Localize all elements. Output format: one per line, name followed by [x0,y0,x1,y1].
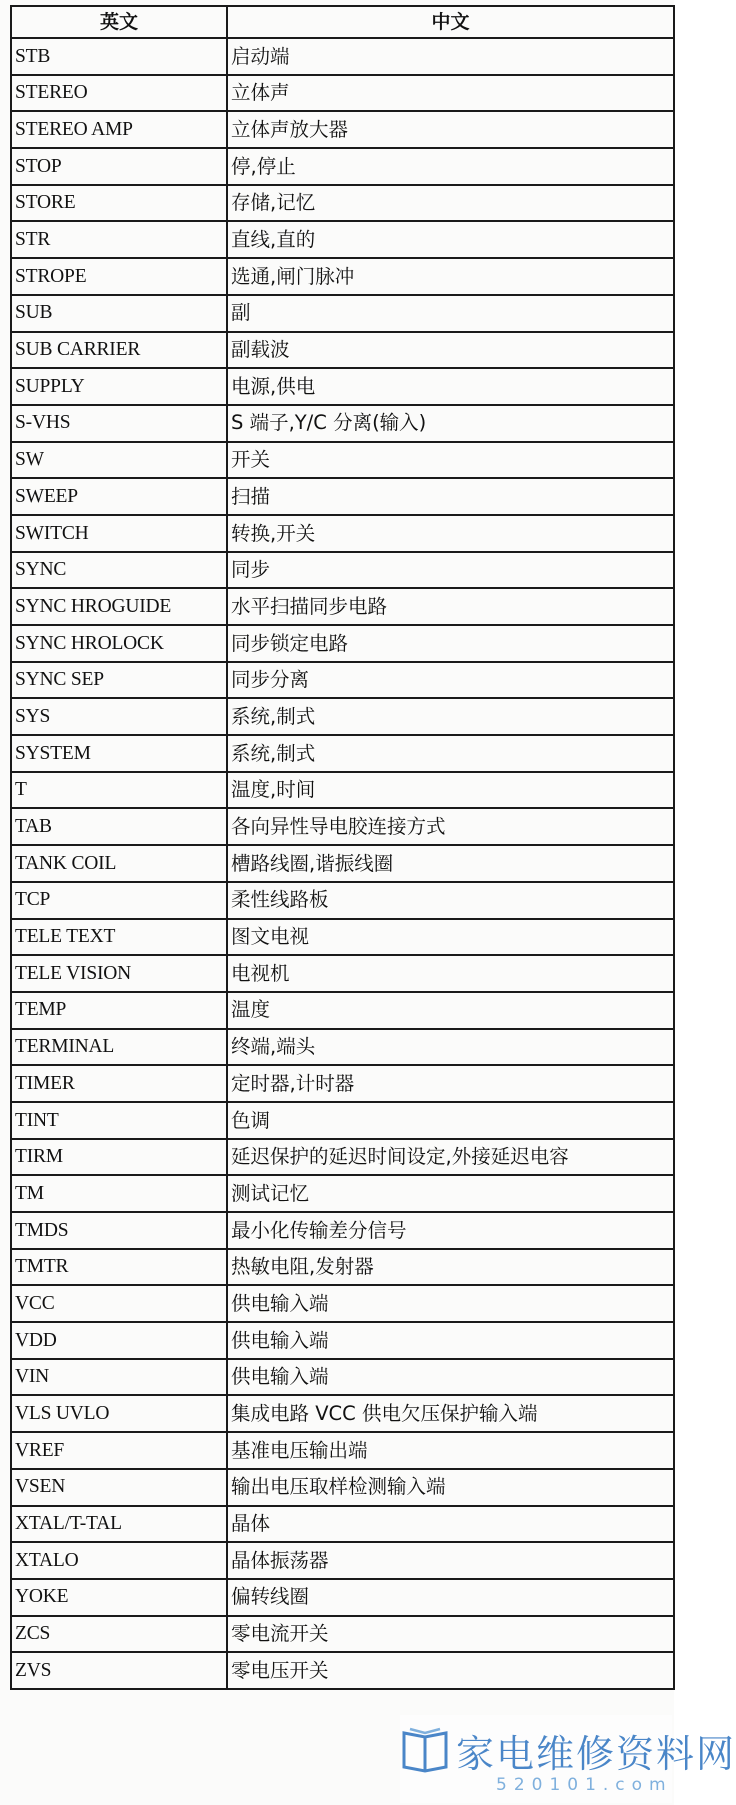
term-english: TIMER [11,1065,227,1102]
glossary-table [10,5,675,1690]
term-chinese: 电源,供电 [227,368,674,405]
term-english: ZVS [11,1652,227,1689]
table-row [11,185,674,222]
term-english: TIRM [11,1139,227,1176]
watermark-url: 520101.com [496,1775,673,1795]
table-row [11,992,674,1029]
term-chinese: 终端,端头 [227,1029,674,1066]
term-english: XTAL/T-TAL [11,1506,227,1543]
term-english: SYNC SEP [11,662,227,699]
table-row [11,38,674,75]
table-row [11,1506,674,1543]
term-english: STEREO AMP [11,111,227,148]
term-chinese: 启动端 [227,38,674,75]
table-row [11,1212,674,1249]
term-chinese: 基准电压输出端 [227,1432,674,1469]
term-chinese: S 端子,Y/C 分离(输入) [227,405,674,442]
term-chinese: 供电输入端 [227,1285,674,1322]
term-chinese: 电视机 [227,955,674,992]
table-row [11,368,674,405]
term-english: TINT [11,1102,227,1139]
term-chinese: 集成电路 VCC 供电欠压保护输入端 [227,1395,674,1432]
term-chinese: 同步分离 [227,662,674,699]
term-chinese: 延迟保护的延迟时间设定,外接延迟电容 [227,1139,674,1176]
term-english: STROPE [11,258,227,295]
table-row [11,1175,674,1212]
table-row [11,405,674,442]
table-row [11,1102,674,1139]
term-chinese: 立体声放大器 [227,111,674,148]
table-row [11,625,674,662]
term-chinese: 热敏电阻,发射器 [227,1249,674,1286]
table-row [11,295,674,332]
watermark-logo [400,1715,736,1803]
term-english: TMTR [11,1249,227,1286]
term-english: SUB CARRIER [11,332,227,369]
term-english: S-VHS [11,405,227,442]
term-chinese: 图文电视 [227,919,674,956]
term-english: VIN [11,1359,227,1396]
term-english: YOKE [11,1579,227,1616]
table-row [11,478,674,515]
table-row [11,662,674,699]
term-english: SWITCH [11,515,227,552]
term-chinese: 槽路线圈,谐振线圈 [227,845,674,882]
term-chinese: 色调 [227,1102,674,1139]
table-row [11,1065,674,1102]
table-row [11,111,674,148]
term-english: VCC [11,1285,227,1322]
term-chinese: 扫描 [227,478,674,515]
table-row [11,258,674,295]
term-english: TMDS [11,1212,227,1249]
term-english: VDD [11,1322,227,1359]
header-chinese: 中文 [227,6,674,38]
table-row [11,698,674,735]
table-body [11,38,674,1689]
term-english: XTALO [11,1542,227,1579]
term-english: TM [11,1175,227,1212]
term-english: SW [11,442,227,479]
term-english: TAB [11,808,227,845]
term-chinese: 系统,制式 [227,735,674,772]
table-row [11,1395,674,1432]
table-header-row [11,6,674,38]
term-chinese: 开关 [227,442,674,479]
term-english: TELE VISION [11,955,227,992]
term-chinese: 定时器,计时器 [227,1065,674,1102]
table-row [11,1249,674,1286]
term-chinese: 测试记忆 [227,1175,674,1212]
term-chinese: 转换,开关 [227,515,674,552]
term-chinese: 最小化传输差分信号 [227,1212,674,1249]
table-row [11,148,674,185]
term-chinese: 供电输入端 [227,1322,674,1359]
term-chinese: 停,停止 [227,148,674,185]
table-row [11,955,674,992]
term-chinese: 温度 [227,992,674,1029]
term-chinese: 立体声 [227,75,674,112]
term-chinese: 零电流开关 [227,1616,674,1653]
term-english: VLS UVLO [11,1395,227,1432]
table-row [11,735,674,772]
term-english: SWEEP [11,478,227,515]
table-row [11,1285,674,1322]
term-chinese: 温度,时间 [227,772,674,809]
term-english: SYSTEM [11,735,227,772]
term-english: STEREO [11,75,227,112]
table-row [11,919,674,956]
term-english: SUPPLY [11,368,227,405]
term-chinese: 同步 [227,552,674,589]
open-book-icon [400,1727,450,1773]
term-chinese: 副 [227,295,674,332]
term-english: TANK COIL [11,845,227,882]
term-chinese: 偏转线圈 [227,1579,674,1616]
term-chinese: 副载波 [227,332,674,369]
table-row [11,588,674,625]
term-english: SYNC [11,552,227,589]
term-english: STR [11,221,227,258]
term-chinese: 输出电压取样检测输入端 [227,1469,674,1506]
table-row [11,1029,674,1066]
term-english: VSEN [11,1469,227,1506]
table-row [11,882,674,919]
table-row [11,442,674,479]
table-row [11,1542,674,1579]
header-english: 英文 [11,6,227,38]
term-chinese: 零电压开关 [227,1652,674,1689]
table-row [11,1579,674,1616]
term-english: STORE [11,185,227,222]
term-chinese: 同步锁定电路 [227,625,674,662]
term-chinese: 系统,制式 [227,698,674,735]
table-row [11,1322,674,1359]
table-row [11,332,674,369]
table-row [11,772,674,809]
table-row [11,1652,674,1689]
term-english: SYNC HROLOCK [11,625,227,662]
term-chinese: 直线,直的 [227,221,674,258]
term-chinese: 晶体振荡器 [227,1542,674,1579]
term-english: SUB [11,295,227,332]
term-english: TELE TEXT [11,919,227,956]
term-english: STB [11,38,227,75]
term-english: VREF [11,1432,227,1469]
term-chinese: 供电输入端 [227,1359,674,1396]
term-chinese: 柔性线路板 [227,882,674,919]
term-english: TERMINAL [11,1029,227,1066]
term-chinese: 晶体 [227,1506,674,1543]
term-english: TEMP [11,992,227,1029]
term-english: STOP [11,148,227,185]
table-row [11,808,674,845]
table-row [11,1616,674,1653]
term-chinese: 各向异性导电胶连接方式 [227,808,674,845]
term-chinese: 选通,闸门脉冲 [227,258,674,295]
term-english: T [11,772,227,809]
term-english: SYS [11,698,227,735]
watermark-logo-text: 家电维修资料网 [456,1732,736,1776]
table-row [11,1469,674,1506]
term-english: ZCS [11,1616,227,1653]
table-row [11,1359,674,1396]
table-row [11,515,674,552]
table-row [11,1139,674,1176]
table-row [11,75,674,112]
term-chinese: 水平扫描同步电路 [227,588,674,625]
term-chinese: 存储,记忆 [227,185,674,222]
table-row [11,845,674,882]
term-english: SYNC HROGUIDE [11,588,227,625]
table-row [11,221,674,258]
table-row [11,1432,674,1469]
table-row [11,552,674,589]
term-english: TCP [11,882,227,919]
